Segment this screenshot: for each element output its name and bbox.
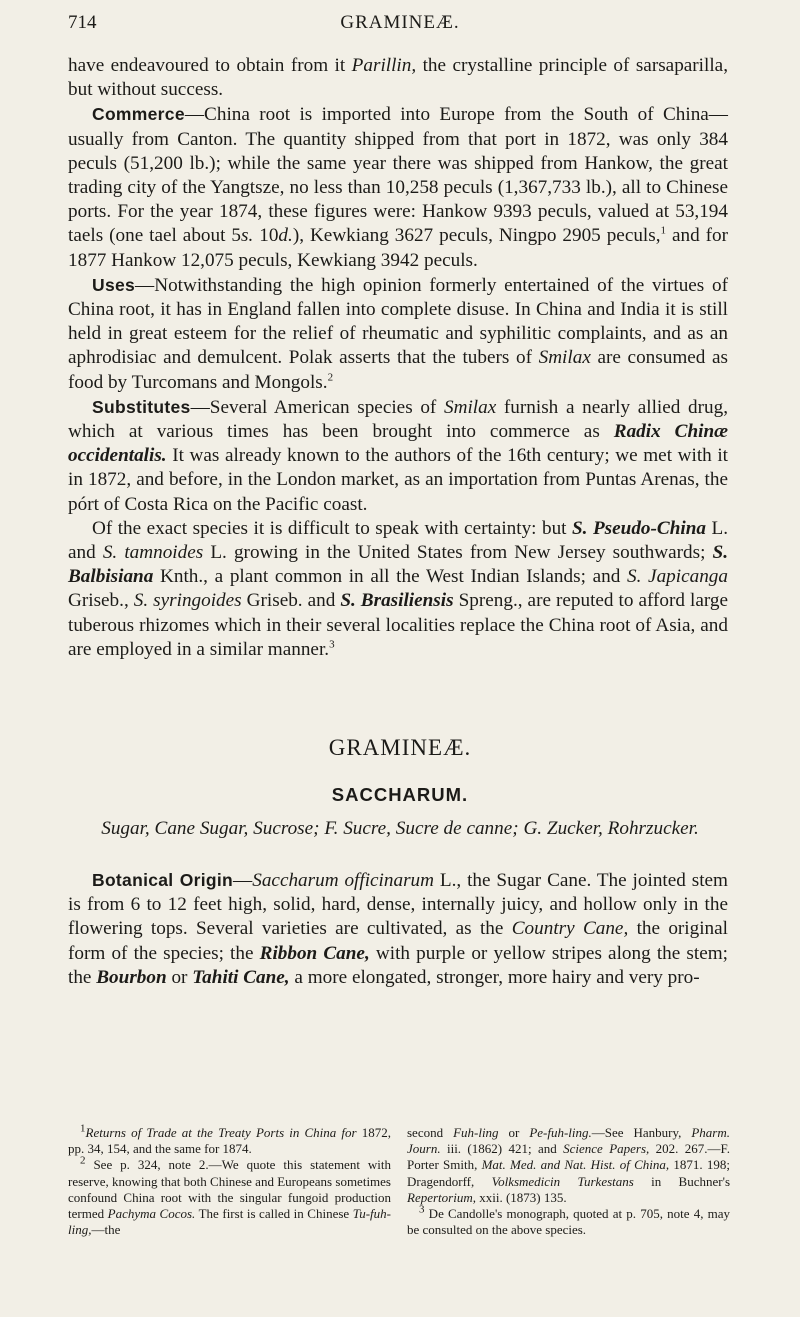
runin-heading-commerce: Commerce [92, 104, 185, 125]
footnote-ref-1: 1 [660, 225, 667, 238]
main-text-upper [68, 54, 728, 662]
footnote-2-continued: second Fuh-ling or Pe-fuh-ling.—See Hanbury, Pharm. Journ. iii. (1862) 421; and Science Papers, 202. 267.—F. Porter Smith, Mat. Med. and Nat. Hist. of China, 1871. 198; Dragendorff, Volksmedicin Turkestans in Buchner's Repertorium, xxii. (1873) 135. [407, 1125, 730, 1205]
footnote-ref-2: 2 [327, 371, 334, 384]
section-title: GRAMINEÆ. [328, 735, 472, 760]
running-head: GRAMINEÆ. [340, 12, 460, 33]
paragraph-uses: Uses—Notwithstanding the high opinion formerly entertained of the virtues of China root, it has in England fallen into complete disuse. In China and India it is still held in great esteem for the relief of rheumatic and syphilitic complaints, and as an aphrodisiac and demulcent. Polak asserts that the tubers of Smilax are consumed as food by Turcomans and Mongols.$^2$ [68, 274, 728, 393]
paragraph-commerce: Commerce—China root is imported into Europe from the South of China—usually from Canton. The quantity shipped from that port in 1872, was only 384 peculs (51,200 lb.); while the same year there was shipped from Hankow, the great trading city of the Yangtsze, no less than 10,258 peculs (1,367,733 lb.), all to Chinese ports. For the year 1874, these figures were: Hankow 9393 peculs, valued at 53,194 taels (one tael about 5s. 10d.), Kewkiang 3627 peculs, Ningpo 2905 peculs,$^1$ and for 1877 Hankow 12,075 peculs, Kewkiang 3942 peculs. [68, 104, 729, 271]
drug-names: Sugar, Cane Sugar, Sucrose; F. Sucre, Sucre de canne; G. Zucker, Rohrzucker. [101, 818, 699, 839]
footnote-2: $^2$ See p. 324, note 2.—We quote this statement with reserve, knowing that both Chinese and Europeans sometimes confound China root with the singular fungoid production termed Pachyma Cocos. The first is called in Chinese Tu-fuh-ling,—the [68, 1155, 392, 1238]
paragraph-continuation: have endeavoured to obtain from it Parillin, the crystalline principle of sarsaparilla, but without success. [68, 55, 728, 101]
footnotes-left-column [68, 1122, 392, 1238]
section-subtitle: SACCHARUM. [331, 784, 469, 805]
runin-heading-botanical-origin: Botanical Origin [92, 870, 234, 890]
runin-heading-uses: Uses [92, 274, 136, 295]
paragraph-substitutes: Substitutes—Several American species of Smilax furnish a nearly allied drug, which at various times has been brought into commerce as Radix Chinæ occidentalis. It was already known to the authors of the 16th century; we met with it in 1872, and before, in the London market, as an importation from Puntas Arenas, the pórt of Costa Rica on the Pacific coast. [68, 396, 729, 515]
paragraph-species: Of the exact species it is difficult to speak with certainty: but S. Pseudo-China L. and S. tamnoides L. growing in the United States from New Jersey southwards; S. Balbisiana Knth., a plant common in all the West Indian Islands; and S. Japicanga Griseb., S. syringoides Griseb. and S. Brasiliensis Spreng., are reputed to afford large tuberous rhizomes which in their several localities replace the China root of Asia, and are employed in a similar manner.$^3$ [68, 517, 728, 660]
footnote-ref-3: 3 [329, 638, 335, 651]
page-number: 714 [68, 12, 97, 33]
footnote-1: $^1$Returns of Trade at the Treaty Ports in China for 1872, pp. 34, 154, and the same for 1874. [68, 1122, 391, 1157]
main-text-lower [68, 868, 728, 990]
page-header [68, 12, 732, 40]
runin-heading-substitutes: Substitutes [92, 396, 191, 417]
footnote-3: $^3$ De Candolle's monograph, quoted at p. 705, note 4, may be consulted on the above species. [407, 1203, 730, 1238]
footnotes [68, 1122, 730, 1238]
footnotes-right-column [407, 1125, 730, 1238]
paragraph-botanical-origin: Botanical Origin—Saccharum officinarum L., the Sugar Cane. The jointed stem is from 6 to 12 feet high, solid, hard, dense, internally juicy, and hollow only in the flowering tops. Several varieties are cultivated, as the Country Cane, the original form of the species; the Ribbon Cane, with purple or yellow stripes along the stem; the Bourbon or Tahiti Cane, a more elongated, stronger, more hairy and very pro- [68, 870, 729, 988]
